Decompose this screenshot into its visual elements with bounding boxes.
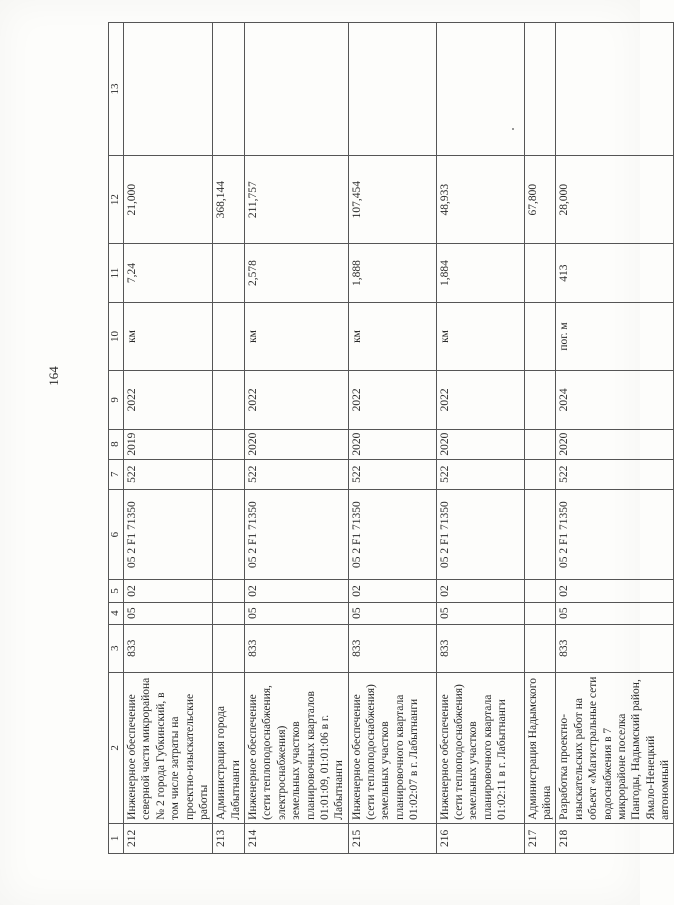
cell-col12: 67,800 bbox=[524, 155, 556, 244]
cell-col13 bbox=[348, 23, 436, 156]
cell-col4 bbox=[213, 602, 245, 624]
cell-col12: 28,000 bbox=[556, 155, 674, 244]
cell-col11: 2,578 bbox=[245, 244, 349, 302]
scan-speck bbox=[512, 128, 514, 130]
cell-col6: 05 2 F1 71350 bbox=[245, 489, 349, 580]
cell-col3 bbox=[524, 624, 556, 672]
cell-col7: 522 bbox=[556, 459, 674, 489]
cell-col9: 2022 bbox=[348, 371, 436, 429]
header-cell: 6 bbox=[109, 489, 124, 580]
cell-col5: 02 bbox=[245, 580, 349, 602]
row-description: Инженерное обеспечение (сети теплоподоснабжения) земельных участков планировочного квартала 01:02:11 в г. Лабытнанги bbox=[436, 672, 524, 823]
cell-col12: 21,000 bbox=[124, 155, 213, 244]
cell-col8: 2020 bbox=[245, 429, 349, 459]
cell-col8 bbox=[213, 429, 245, 459]
row-number: 212 bbox=[124, 823, 213, 853]
row-description: Инженерное обеспечение северной части микрорайона № 2 города Губкинский, в том числе затраты на проектно-изыскательские работы bbox=[124, 672, 213, 823]
header-cell: 7 bbox=[109, 459, 124, 489]
table-row bbox=[348, 23, 436, 854]
cell-col9: 2022 bbox=[124, 371, 213, 429]
cell-col13 bbox=[524, 23, 556, 156]
budget-table bbox=[108, 22, 674, 854]
cell-col8: 2020 bbox=[348, 429, 436, 459]
page-number: 164 bbox=[45, 366, 61, 386]
cell-col9: 2024 bbox=[556, 371, 674, 429]
cell-col3: 833 bbox=[124, 624, 213, 672]
cell-col11 bbox=[524, 244, 556, 302]
row-number: 214 bbox=[245, 823, 349, 853]
row-number: 216 bbox=[436, 823, 524, 853]
cell-col8: 2020 bbox=[436, 429, 524, 459]
cell-col3: 833 bbox=[556, 624, 674, 672]
cell-col10: км bbox=[348, 302, 436, 370]
row-number: 215 bbox=[348, 823, 436, 853]
cell-col11: 7,24 bbox=[124, 244, 213, 302]
row-description: Инженерное обеспечение (сети теплоподоснабжения) земельных участков планировочного квартала 01:02:07 в г. Лабытнанги bbox=[348, 672, 436, 823]
cell-col4: 05 bbox=[245, 602, 349, 624]
cell-col10 bbox=[213, 302, 245, 370]
row-number: 217 bbox=[524, 823, 556, 853]
cell-col10: пог. м bbox=[556, 302, 674, 370]
header-cell: 3 bbox=[109, 624, 124, 672]
cell-col5: 02 bbox=[348, 580, 436, 602]
cell-col6 bbox=[213, 489, 245, 580]
cell-col5: 02 bbox=[124, 580, 213, 602]
cell-col4: 05 bbox=[348, 602, 436, 624]
cell-col5 bbox=[213, 580, 245, 602]
header-cell: 13 bbox=[109, 23, 124, 156]
cell-col12: 368,144 bbox=[213, 155, 245, 244]
cell-col6: 05 2 F1 71350 bbox=[556, 489, 674, 580]
cell-col5 bbox=[524, 580, 556, 602]
rotated-table bbox=[108, 22, 671, 854]
cell-col13 bbox=[436, 23, 524, 156]
header-cell: 4 bbox=[109, 602, 124, 624]
cell-col11: 1,884 bbox=[436, 244, 524, 302]
cell-col11: 1,888 bbox=[348, 244, 436, 302]
table-row bbox=[436, 23, 524, 854]
row-number: 218 bbox=[556, 823, 674, 853]
table-row bbox=[524, 23, 556, 854]
cell-col7: 522 bbox=[436, 459, 524, 489]
header-cell: 11 bbox=[109, 244, 124, 302]
cell-col6: 05 2 F1 71350 bbox=[124, 489, 213, 580]
cell-col11: 413 bbox=[556, 244, 674, 302]
header-cell: 1 bbox=[109, 823, 124, 853]
cell-col9 bbox=[213, 371, 245, 429]
row-description: Разработка проектно-изыскательских работ на объект «Магистральные сети водоснабжения в 7 микрорайоне поселка Пангоды, Надымский район, Ямало-Ненецкий автономный bbox=[556, 672, 674, 823]
cell-col6: 05 2 F1 71350 bbox=[436, 489, 524, 580]
header-cell: 9 bbox=[109, 371, 124, 429]
cell-col12: 211,757 bbox=[245, 155, 349, 244]
row-description: Администрация Надымского района bbox=[524, 672, 556, 823]
cell-col6 bbox=[524, 489, 556, 580]
cell-col7 bbox=[213, 459, 245, 489]
cell-col7: 522 bbox=[124, 459, 213, 489]
header-cell: 12 bbox=[109, 155, 124, 244]
cell-col7 bbox=[524, 459, 556, 489]
cell-col12: 48,933 bbox=[436, 155, 524, 244]
cell-col5: 02 bbox=[556, 580, 674, 602]
cell-col10: км bbox=[245, 302, 349, 370]
cell-col13 bbox=[124, 23, 213, 156]
table-body bbox=[124, 23, 674, 854]
table-row bbox=[245, 23, 349, 854]
cell-col13 bbox=[556, 23, 674, 156]
header-cell: 5 bbox=[109, 580, 124, 602]
cell-col4 bbox=[524, 602, 556, 624]
cell-col6: 05 2 F1 71350 bbox=[348, 489, 436, 580]
cell-col13 bbox=[245, 23, 349, 156]
header-cell: 2 bbox=[109, 672, 124, 823]
cell-col4: 05 bbox=[124, 602, 213, 624]
header-cell: 10 bbox=[109, 302, 124, 370]
cell-col9: 2022 bbox=[245, 371, 349, 429]
cell-col10 bbox=[524, 302, 556, 370]
header-row bbox=[109, 23, 124, 854]
cell-col4: 05 bbox=[436, 602, 524, 624]
cell-col3: 833 bbox=[436, 624, 524, 672]
table-row bbox=[124, 23, 213, 854]
cell-col9: 2022 bbox=[436, 371, 524, 429]
cell-col8: 2019 bbox=[124, 429, 213, 459]
table-row bbox=[213, 23, 245, 854]
cell-col9 bbox=[524, 371, 556, 429]
row-description: Администрация города Лабытнанги bbox=[213, 672, 245, 823]
table-row bbox=[556, 23, 674, 854]
cell-col10: км bbox=[124, 302, 213, 370]
cell-col13 bbox=[213, 23, 245, 156]
cell-col12: 107,454 bbox=[348, 155, 436, 244]
row-description: Инженерное обеспечение (сети теплоподоснабжения, электроснабжения) земельных участков планировочных кварталов 01:01:09, 01:01:06 в г. Лабытнанги bbox=[245, 672, 349, 823]
cell-col4: 05 bbox=[556, 602, 674, 624]
cell-col3: 833 bbox=[348, 624, 436, 672]
table-container bbox=[108, 22, 671, 854]
cell-col7: 522 bbox=[245, 459, 349, 489]
cell-col8: 2020 bbox=[556, 429, 674, 459]
cell-col8 bbox=[524, 429, 556, 459]
cell-col7: 522 bbox=[348, 459, 436, 489]
cell-col5: 02 bbox=[436, 580, 524, 602]
header-cell: 8 bbox=[109, 429, 124, 459]
cell-col10: км bbox=[436, 302, 524, 370]
row-number: 213 bbox=[213, 823, 245, 853]
cell-col3: 833 bbox=[245, 624, 349, 672]
cell-col3 bbox=[213, 624, 245, 672]
cell-col11 bbox=[213, 244, 245, 302]
